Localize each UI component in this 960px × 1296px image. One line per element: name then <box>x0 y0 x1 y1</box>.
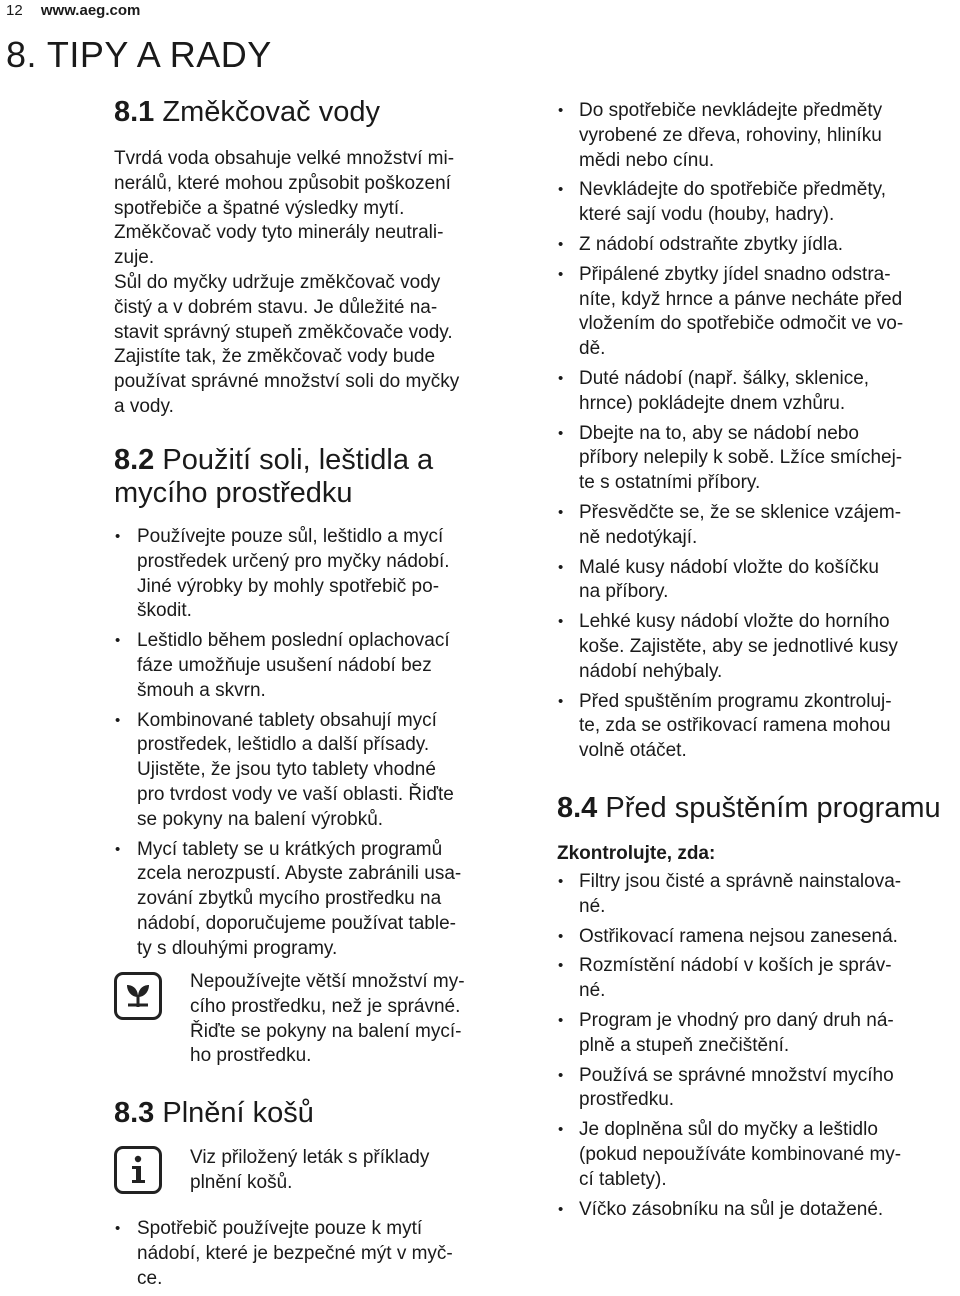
text-line: Program je vhodný pro daný druh ná- <box>579 1009 894 1031</box>
text-line: hrnce) pokládejte dnem vzhůru. <box>579 392 846 414</box>
text-line: Kombinované tablety obsahují mycí <box>137 709 437 731</box>
text-line: níte, když hrnce a pánve necháte před <box>579 288 903 310</box>
text-line: Zajistíte tak, že změkčovač vody bude <box>114 346 436 368</box>
text-line: volně otáčet. <box>579 740 687 762</box>
text-line: škodit. <box>137 600 192 622</box>
text-line: Nepoužívejte větší množství my- <box>190 971 465 992</box>
list-item <box>557 954 957 1004</box>
eco-leaf-icon <box>114 972 162 1020</box>
info-note <box>190 1146 520 1196</box>
section-number: 8.2 <box>114 444 155 476</box>
page-header <box>6 2 140 19</box>
text-line: plnění košů. <box>190 1171 293 1193</box>
text-line: Viz přiložený leták s příklady <box>190 1147 430 1168</box>
section-title: Změkčovač vody <box>154 96 380 128</box>
list-item <box>557 501 957 551</box>
list-item <box>557 610 957 684</box>
text-line: Sůl do myčky udržuje změkčovač vody <box>114 271 441 293</box>
text-line: Rozmístění nádobí v koších je správ- <box>579 955 892 977</box>
list-item <box>114 838 524 962</box>
section-8-1-heading <box>114 96 534 129</box>
text-line: cího prostředku, než je správné. <box>190 995 461 1017</box>
text-line: Před spuštěním programu zkontroluj- <box>579 690 892 712</box>
text-line: spotřebiče a špatné výsledky mytí. <box>114 197 405 219</box>
website-url: www.aeg.com <box>40 2 141 19</box>
text-line: Řiďte se pokyny na balení mycí- <box>190 1020 462 1042</box>
loading-tips-list <box>557 99 957 769</box>
info-icon <box>114 1146 162 1194</box>
section-title: Použití soli, leštidla a <box>154 444 434 476</box>
text-line: Změkčovač vody tyto minerály neutrali- <box>114 222 444 244</box>
section-8-3-list <box>114 1217 524 1296</box>
text-line: Ostřikovací ramena nejsou zanesená. <box>579 925 898 947</box>
text-line: zování zbytků mycího prostředku na <box>137 888 442 910</box>
text-line: ně nedotýkají. <box>579 526 698 548</box>
list-item <box>557 233 957 258</box>
text-line: fáze umožňuje usušení nádobí bez <box>137 654 432 676</box>
list-item <box>114 525 524 624</box>
text-line: Mycí tablety se u krátkých programů <box>137 838 443 860</box>
section-8-3-heading <box>114 1097 534 1130</box>
text-line: Ujistěte, že jsou tyto tablety vhodné <box>137 759 436 781</box>
text-line: Malé kusy nádobí vložte do košíčku <box>579 556 879 578</box>
text-line: zcela nerozpustí. Abyste zabránili usa- <box>137 863 462 885</box>
text-line: ty s dlouhými programy. <box>137 937 338 959</box>
text-line: které sají vodu (houby, hadry). <box>579 204 835 226</box>
text-line: stavit správný stupeň změkčovače vody. <box>114 321 453 343</box>
text-line: Z nádobí odstraňte zbytky jídla. <box>579 233 844 255</box>
text-line: Do spotřebiče nevkládejte předměty <box>579 100 883 121</box>
text-line: se pokyny na balení výrobků. <box>137 808 384 830</box>
text-line: cí tablety). <box>579 1168 667 1190</box>
text-line: te s ostatními příbory. <box>579 472 761 494</box>
list-item <box>557 556 957 606</box>
list-item <box>557 1064 957 1114</box>
text-line: Připálené zbytky jídel snadno odstra- <box>579 263 891 285</box>
text-line: Dbejte na to, aby se nádobí nebo <box>579 422 859 444</box>
text-line: šmouh a skvrn. <box>137 679 266 701</box>
text-line: a vody. <box>114 395 174 417</box>
section-number: 8.4 <box>557 792 598 824</box>
text-line: ho prostředku. <box>190 1045 312 1067</box>
section-8-2-list <box>114 525 524 967</box>
text-line: te, zda se ostřikovací ramena mohou <box>579 715 891 737</box>
text-line: vložením do spotřebiče odmočit ve vo- <box>579 313 904 335</box>
list-item <box>557 870 957 920</box>
text-line: (pokud nepoužíváte kombinované my- <box>579 1143 902 1165</box>
text-line: plně a stupeň znečištění. <box>579 1034 790 1056</box>
text-line: Tvrdá voda obsahuje velké množství mi- <box>114 148 455 169</box>
eco-note <box>190 970 520 1069</box>
text-line: nádobí, doporučujeme používat table- <box>137 912 456 934</box>
text-line: na příbory. <box>579 581 669 603</box>
list-item <box>557 99 957 173</box>
text-line: prostředek určený pro myčky nádobí. <box>137 550 450 572</box>
text-line: dě. <box>579 338 606 360</box>
section-title: Před spuštěním programu <box>597 792 941 824</box>
text-line: koše. Zajistěte, aby se jednotlivé kusy <box>579 635 898 657</box>
text-line: příbory nelepily k sobě. Lžíce smíchej- <box>579 447 903 469</box>
text-line: Je doplněna sůl do myčky a leštidlo <box>579 1119 878 1141</box>
text-line: prostředku. <box>579 1089 675 1111</box>
section-8-1-body <box>114 147 524 420</box>
text-line: nádobí, které je bezpečné mýt v myč- <box>137 1242 453 1264</box>
section-title-line2: mycího prostředku <box>114 477 353 509</box>
list-item <box>557 367 957 417</box>
text-line: Lehké kusy nádobí vložte do horního <box>579 611 890 633</box>
section-8-2-heading <box>114 444 534 510</box>
section-number: 8.1 <box>114 96 155 128</box>
text-line: Víčko zásobníku na sůl je dotažené. <box>579 1198 884 1220</box>
section-number: 8.3 <box>114 1097 155 1129</box>
section-8-4-list <box>557 870 957 1227</box>
text-line: Leštidlo během poslední oplachovací <box>137 630 450 652</box>
list-item <box>557 263 957 362</box>
section-8-4-heading <box>557 792 960 825</box>
list-item <box>114 709 524 833</box>
list-item <box>114 1217 524 1291</box>
text-line: Jiné výrobky by mohly spotřebič po- <box>137 575 440 597</box>
list-item <box>557 1118 957 1192</box>
list-item <box>557 422 957 496</box>
list-item <box>557 1198 957 1223</box>
text-line: Spotřebič používejte pouze k mytí <box>137 1218 423 1239</box>
section-title: Plnění košů <box>154 1097 314 1129</box>
list-item <box>557 690 957 764</box>
list-item <box>114 629 524 703</box>
text-line: zuje. <box>114 247 155 269</box>
text-line: mědi nebo cínu. <box>579 149 715 171</box>
list-item <box>557 1009 957 1059</box>
text-line: ce. <box>137 1267 163 1289</box>
text-line: né. <box>579 980 606 1002</box>
text-line: Duté nádobí (např. šálky, sklenice, <box>579 367 870 389</box>
list-item <box>557 925 957 950</box>
text-line: nádobí nehýbaly. <box>579 660 723 682</box>
text-line: vyrobené ze dřeva, rohoviny, hliníku <box>579 124 882 146</box>
chapter-title: 8. TIPY A RADY <box>6 34 272 75</box>
text-line: čistý a v dobrém stavu. Je důležité na- <box>114 296 438 318</box>
text-line: né. <box>579 895 606 917</box>
text-line: pro tvrdost vody ve vaší oblasti. Řiďte <box>137 783 454 805</box>
checklist-subheading: Zkontrolujte, zda: <box>557 843 716 864</box>
list-item <box>557 178 957 228</box>
text-line: používat správné množství soli do myčky <box>114 371 460 393</box>
text-line: Nevkládejte do spotřebiče předměty, <box>579 179 886 201</box>
text-line: Používá se správné množství mycího <box>579 1064 894 1086</box>
text-line: prostředek, leštidlo a další přísady. <box>137 734 430 756</box>
text-line: Filtry jsou čisté a správně nainstalova- <box>579 871 902 892</box>
text-line: nerálů, které mohou způsobit poškození <box>114 172 451 194</box>
page-number: 12 <box>6 2 23 19</box>
text-line: Používejte pouze sůl, leštidlo a mycí <box>137 526 444 547</box>
text-line: Přesvědčte se, že se sklenice vzájem- <box>579 501 902 523</box>
